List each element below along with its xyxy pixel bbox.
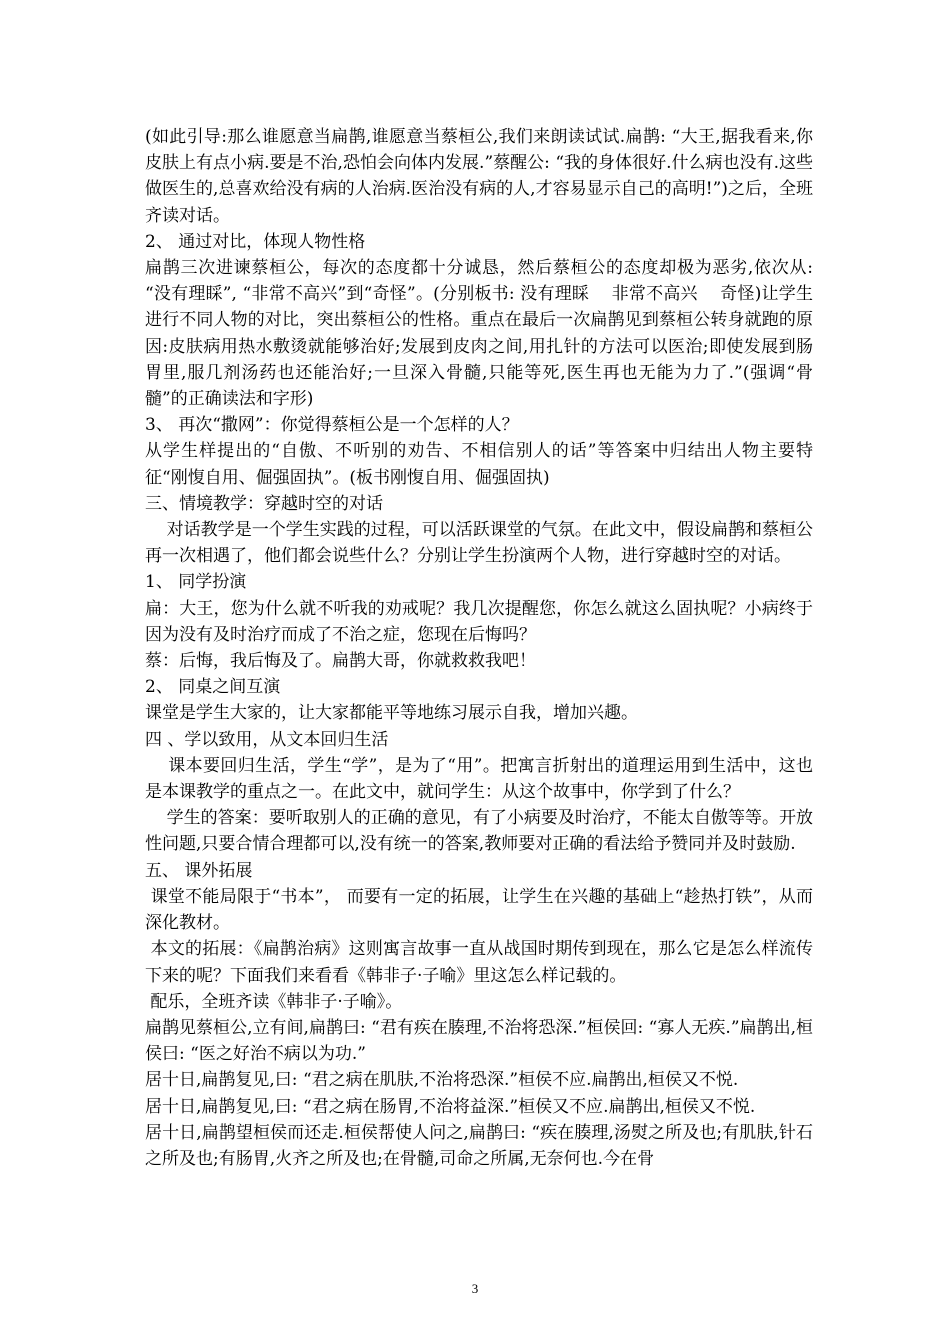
document-body — [145, 124, 819, 1172]
paragraph: (如此引导:那么谁愿意当扁鹊,谁愿意当蔡桓公,我们来朗读试试.扁鹊: “大王,据我看来,你皮肤上有点小病.要是不治,恐怕会向体内发展.”蔡醒公: “我的身体很好.什么病也没有.这些做医生的,总喜欢给没有病的人治病.医治没有病的人,才容易显示自己的高明!”)之后，全班齐读对话。 — [145, 127, 813, 226]
classical-text-line: 居十日,扁鹊复见,曰: “君之病在肠胃,不治将益深.”桓侯又不应.扁鹊出,桓侯又不悦. — [145, 1096, 756, 1117]
section-heading: 三、情境教学：穿越时空的对话 — [145, 493, 383, 514]
section-heading: 3、 再次“撒网”：你觉得蔡桓公是一个怎样的人？ — [145, 415, 519, 436]
paragraph: 配乐，全班齐读《韩非子·子喻》。 — [145, 991, 403, 1012]
paragraph: 扁鹊三次进谏蔡桓公，每次的态度都十分诚恳，然后蔡桓公的态度却极为恶劣,依次从: “没有理睬”, “非常不高兴”到“奇怪”。(分别板书: 没有理睬 非常不高兴 奇怪)让学生进行不同人物的对比，突出蔡桓公的性格。重点在最后一次扁鹊见到蔡桓公转身就跑的原因:皮肤病用热水敷烫就能够治好;发展到皮肉之间,用扎针的方法可以医治;即使发展到肠胃里,服几剂汤药也还能治好;一旦深入骨髓,只能等死,医生再也无能为力了.”(强调“骨髓”的正确读法和字形) — [145, 258, 819, 410]
page-number: 3 — [471, 1281, 479, 1296]
paragraph: 课堂不能局限于“书本”， 而要有一定的拓展，让学生在兴趣的基础上“趁热打铁”，从而深化教材。 — [145, 886, 814, 934]
paragraph: 本文的拓展：《扁鹊治病》这则寓言故事一直从战国时期传到现在，那么它是怎么样流传下来的呢？下面我们来看看《韩非子·子喻》里这怎么样记载的。 — [145, 939, 814, 986]
paragraph: 对话教学是一个学生实践的过程，可以活跃课堂的气氛。在此文中，假设扁鹊和蔡桓公再一次相遇了，他们都会说些什么？分别让学生扮演两个人物，进行穿越时空的对话。 — [145, 520, 813, 567]
classical-text-line: 居十日,扁鹊复见,曰: “君之病在肌肤,不治将恐深.”桓侯不应.扁鹊出,桓侯又不悦. — [145, 1070, 739, 1091]
classical-text-line: 居十日,扁鹊望桓侯而还走.桓侯帮使人问之,扁鹊曰: “疾在腠理,汤熨之所及也;有肌肤,针石之所及也;有肠胃,火齐之所及也;在骨髓,司命之所属,无奈何也.今在骨 — [145, 1122, 813, 1169]
paragraph: 学生的答案：要听取别人的正确的意见，有了小病要及时治疗，不能太自傲等等。开放性问题,只要合情合理都可以,没有统一的答案,教师要对正确的看法给予赞同并及时鼓励. — [145, 808, 813, 855]
classical-text-line: 扁鹊见蔡桓公,立有间,扁鹊曰: “君有疾在腠理,不治将恐深.”桓侯回: “寡人无疾.”扁鹊出,桓侯曰: “医之好治不病以为功.” — [145, 1017, 813, 1065]
section-heading: 2、 同桌之间互演 — [145, 677, 281, 698]
section-heading: 2、 通过对比，体现人物性格 — [145, 231, 366, 252]
section-heading: 1、 同学扮演 — [145, 572, 247, 593]
dialogue-line: 扁：大王，您为什么就不听我的劝戒呢？我几次提醒您，你怎么就这么固执呢？小病终于因为没有及时治疗而成了不治之症，您现在后悔吗？ — [145, 598, 813, 645]
dialogue-line: 蔡：后悔，我后悔及了。扁鹊大哥，你就救救我吧！ — [145, 651, 536, 672]
paragraph: 课堂是学生大家的，让大家都能平等地练习展示自我，增加兴趣。 — [145, 703, 638, 724]
section-heading: 五、 课外拓展 — [145, 860, 253, 881]
section-heading: 四 、学以致用，从文本回归生活 — [145, 729, 389, 750]
paragraph: 课本要回归生活，学生“学”，是为了“用”。把寓言折射出的道理运用到生活中，这也是本课教学的重点之一。在此文中，就问学生：从这个故事中，你学到了什么？ — [145, 755, 813, 803]
paragraph: 从学生样提出的“自傲、不听别的劝告、不相信别人的话”等答案中归结出人物主要特征“刚愎自用、倔强固执”。(板书刚愎自用、倔强固执) — [145, 441, 813, 488]
